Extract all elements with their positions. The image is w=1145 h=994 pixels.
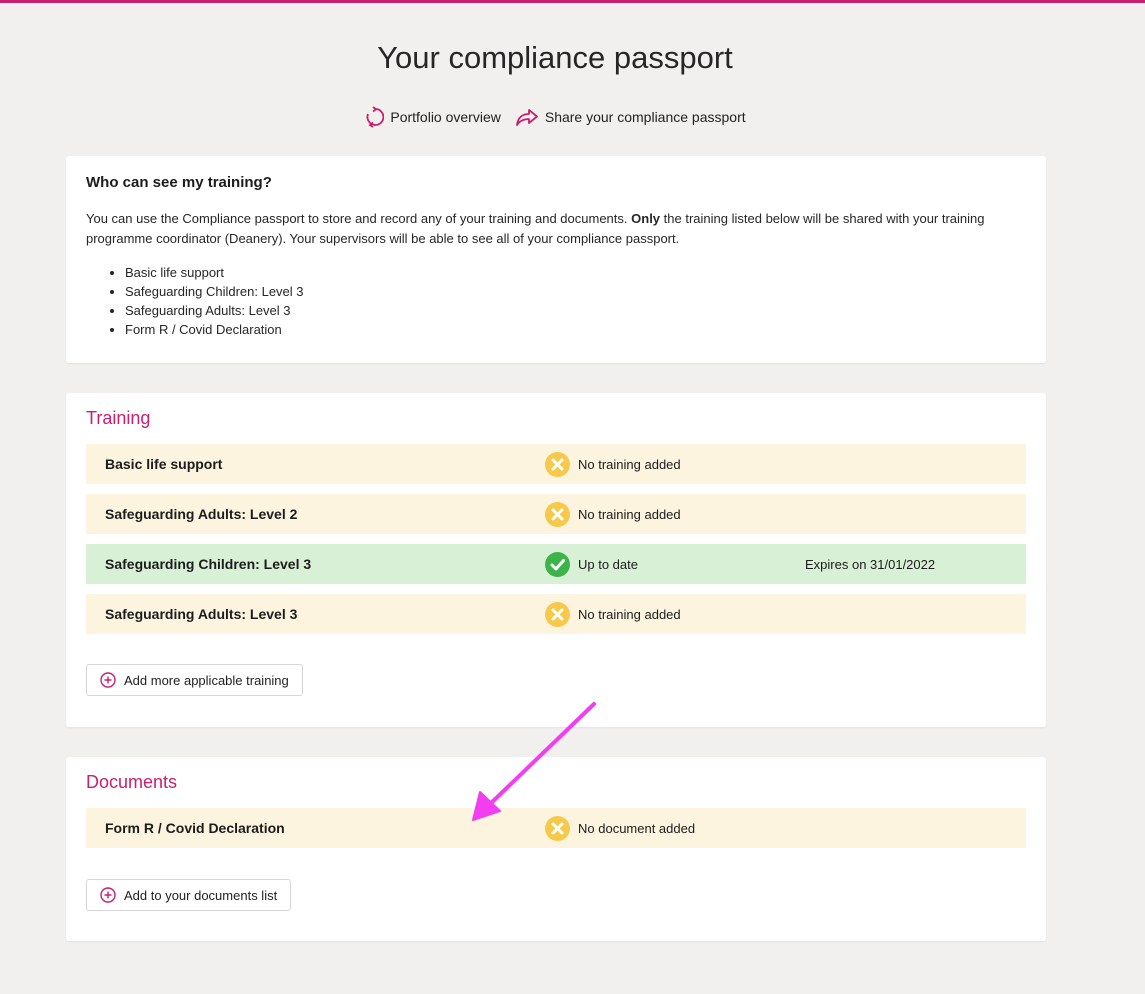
document-name: Form R / Covid Declaration (105, 820, 285, 836)
plus-circle-icon (100, 672, 116, 688)
training-row-basic-life-support[interactable] (86, 444, 1026, 484)
add-document-label: Add to your documents list (124, 887, 278, 903)
training-status-text: No training added (578, 506, 681, 522)
portfolio-overview-link[interactable] (364, 106, 501, 128)
training-name: Safeguarding Adults: Level 2 (105, 506, 298, 522)
check-circle-icon (545, 552, 570, 577)
visibility-description (86, 209, 1026, 249)
passport-nav (0, 106, 1110, 128)
plus-circle-icon (100, 887, 116, 903)
training-row-safeguarding-adults-2[interactable] (86, 494, 1026, 534)
document-status (545, 816, 695, 841)
training-status-text: No training added (578, 456, 681, 472)
training-row-safeguarding-children-3[interactable] (86, 544, 1026, 584)
training-status-text: Up to date (578, 556, 638, 572)
add-training-button[interactable] (86, 664, 303, 696)
add-training-label: Add more applicable training (124, 672, 289, 688)
training-status (545, 452, 681, 477)
warning-cross-icon (545, 816, 570, 841)
portfolio-overview-label: Portfolio overview (390, 109, 501, 125)
list-item: • Form R / Covid Declaration (125, 320, 1026, 339)
top-accent-bar (0, 0, 1145, 3)
training-name: Basic life support (105, 456, 223, 472)
share-passport-link[interactable] (515, 106, 746, 128)
visibility-heading: Who can see my training? (86, 174, 272, 191)
page-title: Your compliance passport (377, 40, 733, 75)
share-passport-label: Share your compliance passport (544, 109, 746, 125)
description-part-2: the training listed below will be shared with your training programme coordinator (Deanery). Your supervisors will be able to see all of your compliance passport. (86, 211, 985, 246)
list-item: • Basic life support (125, 263, 1026, 282)
training-status (545, 602, 681, 627)
document-status-text: No document added (578, 820, 696, 836)
warning-cross-icon (545, 502, 570, 527)
share-arrow-icon (515, 107, 539, 127)
training-name: Safeguarding Adults: Level 3 (105, 606, 298, 622)
list-item: • Safeguarding Adults: Level 3 (125, 301, 1026, 320)
refresh-arrow-icon (364, 106, 384, 128)
warning-cross-icon (545, 452, 570, 477)
training-status-text: No training added (578, 606, 681, 622)
shared-training-list (86, 263, 1026, 339)
list-item: • Safeguarding Children: Level 3 (125, 282, 1026, 301)
visibility-info-card (66, 156, 1046, 363)
training-status (545, 502, 681, 527)
training-card (66, 393, 1046, 727)
document-row-form-r[interactable] (86, 808, 1026, 848)
documents-section-title: Documents (86, 772, 178, 792)
add-document-button[interactable] (86, 879, 291, 911)
training-row-safeguarding-adults-3[interactable] (86, 594, 1026, 634)
documents-card (66, 757, 1046, 941)
training-name: Safeguarding Children: Level 3 (105, 556, 312, 572)
description-part-1: You can use the Compliance passport to store and record any of your training and documents. (86, 211, 628, 226)
training-expiry: Expires on 31/01/2022 (805, 556, 936, 572)
warning-cross-icon (545, 602, 570, 627)
description-bold: Only (631, 211, 661, 226)
training-section-title: Training (86, 408, 151, 428)
training-status (545, 552, 638, 577)
